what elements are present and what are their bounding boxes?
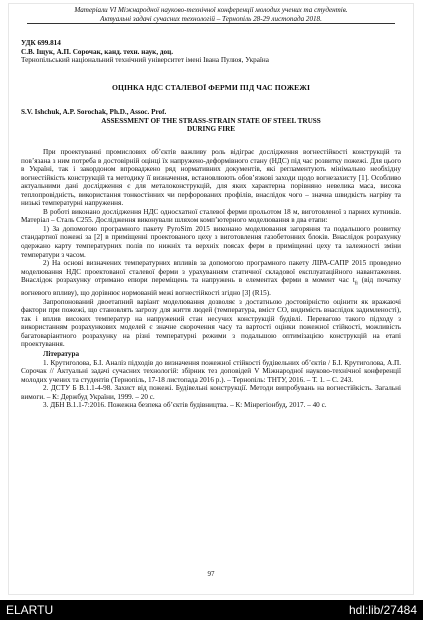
affiliation: Тернопільський національний технічний університет імені Івана Пулюя, Україна [21, 56, 269, 65]
header-rule [27, 23, 395, 24]
title-en-line-1: ASSESSMENT OF THE STRASS-STRAIN STATE OF STEEL TRUSS [101, 116, 321, 125]
header-line-1: Матеріали VI Міжнародної науково-технічної конференції молодих учених та студентів. [74, 6, 348, 14]
paragraph: 1) За допомогою програмного пакету PyroSim 2015 виконано моделювання загоряння та подальшого розвитку стандартної пожежі за [2] в приміщенні проектованого цеху з виготовлення газобетонних блоків. Внаслідок розрахунку одержано карту температурних полів по нижніх та верхніх поясах ферм в приміщенні цеху та залежності зміни температури з часом. [21, 224, 401, 259]
header-line-2: Актуальні задачі сучасних технологій – Тернопіль 28-29 листопада 2018. [100, 14, 322, 23]
title-ua: ОЦІНКА НДС СТАЛЕВОЇ ФЕРМИ ПІД ЧАС ПОЖЕЖІ [111, 83, 311, 92]
paragraph: При проектуванні промислових об’єктів важливу роль відіграє дослідження вогнестійкості конструкцій та пов’язана з ним потреба в достовірній оцінці їх напружено-деформівного стану (НДС) під час розвитку пожежі. Для цього в Україні, так і закордоном впроваджено ряд нормативних документів, які регламентують мінімально необхідну вогнестійкість конструкцій та методику її визначення, встановлюють обов’язкові заходи щодо вогнезахисту [1]. Особливо актуальними дані дослідження є для металоконструкцій, для яких характерна порівняно невелика маса, висока теплопровідність, використання тонкостінних чи перфорованих профілів, внаслідок чого – значна швидкість нагріву та низькі температурні напруження. [21, 148, 401, 208]
repository-footer [0, 600, 423, 620]
authors-ua: С.В. Іщук, А.П. Сорочак, канд. техн. наук, доц. [21, 47, 174, 56]
paragraph-tail: (від початку вогневого впливу), що дорівнює нормованій межі вогнестійкості згідно [3] (R15). [21, 276, 401, 298]
authors-en: S.V. Ishchuk, A.P. Sorochak, Ph.D., Assoc. Prof. [21, 108, 167, 116]
paragraph: Запропонований двоетапний варіант моделювання дозволяє з достатньою достовірністю оцінити як вражаючі фактори при пожежі, що становлять загрозу для життя людей (температура, вміст СО, видимість внаслідок задимленості), так і вплив високих температур на напружений стан несучих конструкцій будівлі. Перевагою такого підходу з використанням розрахункових моделей є значне скорочення часу та вартості оцінки пожежної стійкості, можливість багатоваріантного розрахунку на різні температурні режими з подальшою оптимізацією конструкцій на етапі проектування. [21, 297, 401, 349]
handle-link[interactable]: hdl:lib/27484 [348, 603, 417, 617]
time-subscript: fi [354, 281, 358, 287]
reference-item: 2. ДСТУ Б В.1.1-4-98. Захист від пожежі. Будівельні конструкції. Методи випробувань на вогнестійкість. Загальні вимоги. – К: Держбуд України, 1999. – 20 с. [21, 384, 401, 401]
title-en-line-2: DURING FIRE [186, 125, 236, 134]
reference-item: 1. Крутиголова, Б.І. Аналіз підходів до визначення пожежної стійкості будівельних об’єктів / Б.І. Крутиголова, А.П. Сорочак // Актуальні задачі сучасних технологій: збірник тез доповідей V Міжнародної науково-технічної конференції молодих учених та студентів (Тернопіль, 17-18 листопада 2016 р.). – Тернопіль: ТНТУ, 2016. – Т. 1. – С. 243. [21, 358, 401, 384]
page-number: 97 [207, 570, 215, 578]
paper-page [9, 4, 413, 594]
repository-name: ELARTU [6, 603, 54, 617]
paragraph: В роботі виконано дослідження НДС односхатної сталевої ферми прольотом 18 м, виготовленої з парних кутників. Матеріал – Сталь С255. Дослідження виконували шляхом комп’ютерного моделювання в два етапи: [21, 207, 401, 225]
udc-code: УДК 699.814 [21, 39, 61, 47]
reference-item: 3. ДБН В.1.1-7:2016. Пожежна безпека об’єктів будівництва. – К: Мінрегіонбуд, 2017. – 40 с. [43, 401, 327, 410]
paper-body [21, 148, 401, 410]
conference-header [17, 6, 405, 23]
paper-meta [21, 39, 401, 65]
english-block [21, 108, 401, 134]
paragraph-text: 2) На основі визначених температурних впливів за допомогою програмного пакету ЛІРА-САПР 2015 проведено моделювання НДС проектованої сталевої ферми з урахуванням статичної складової експлуатаційного навантаження. Внаслідок розрахунку отримано епюри переміщень та напружень в елементах ферми в момент час t [21, 259, 401, 285]
references-title: Література [43, 350, 80, 359]
paragraph [21, 259, 401, 298]
